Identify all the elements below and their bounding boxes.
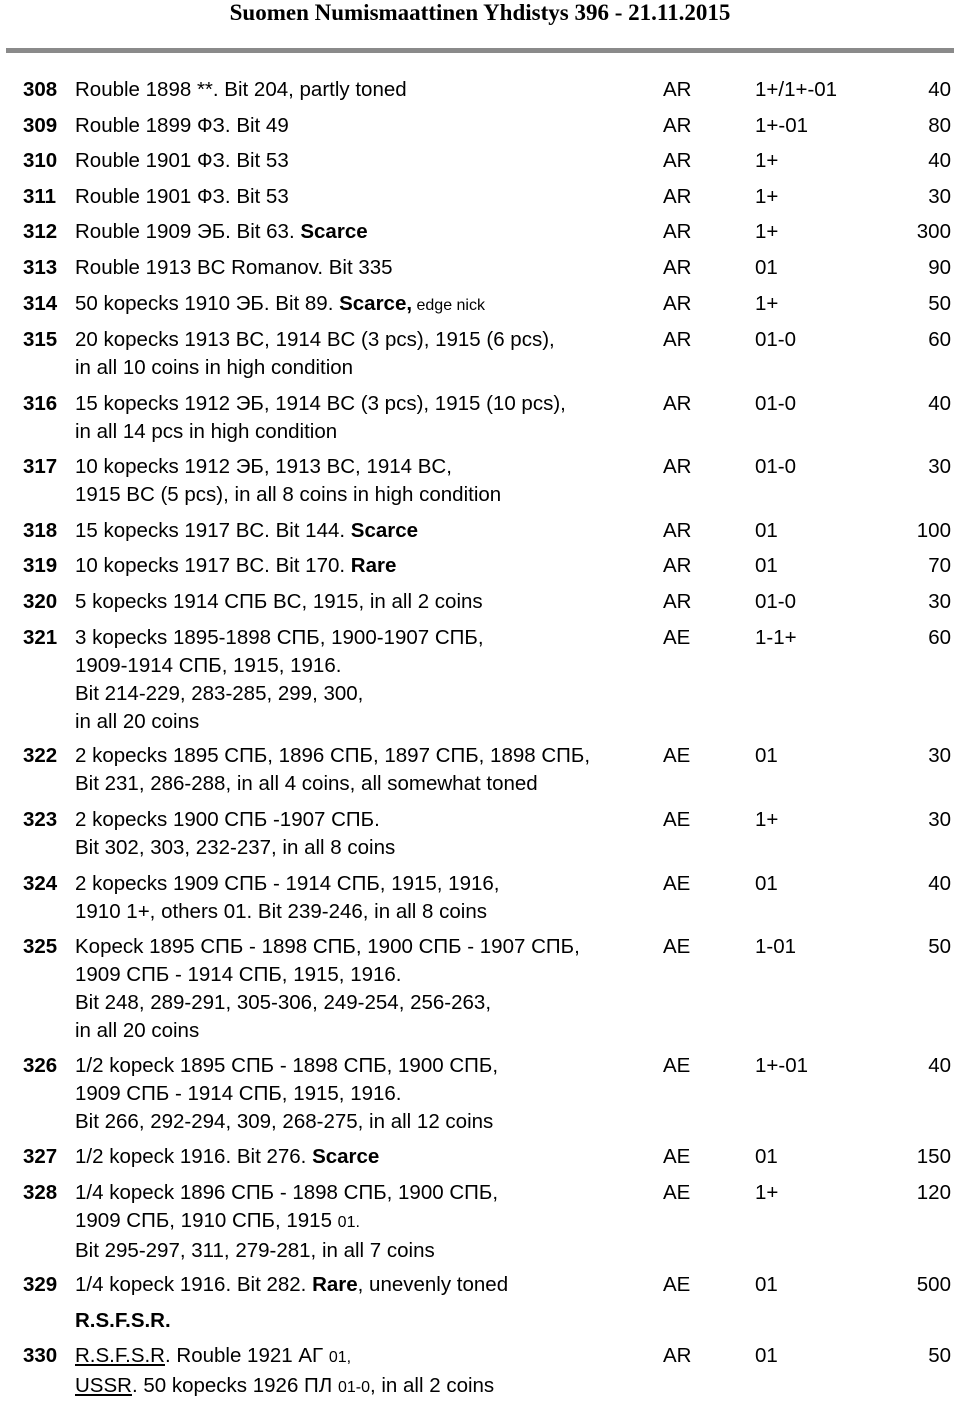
lot-metal: AR (663, 256, 692, 279)
description-text: 1/2 kopeck 1916. Bit 276. (75, 1145, 313, 1168)
description-line (75, 183, 655, 211)
lot-price: 30 (928, 808, 951, 831)
lot-number: 318 (23, 519, 58, 542)
description-text: 1909 СПБ - 1914 СПБ, 1915, 1916. (75, 1082, 402, 1105)
lot-condition: 01-0 (755, 455, 797, 478)
lot-number: 311 (23, 185, 57, 208)
lot-condition: 01-0 (755, 328, 797, 351)
lot-description (75, 1143, 655, 1171)
lot-description (75, 453, 655, 509)
lot-number: 310 (23, 149, 58, 172)
description-line (75, 1342, 655, 1372)
lot-price: 300 (916, 220, 951, 243)
lot-metal: AR (663, 78, 692, 101)
description-line (75, 961, 655, 989)
lot-description (75, 870, 655, 926)
description-line (75, 652, 655, 680)
description-line (75, 989, 655, 1017)
lot-price: 50 (928, 1344, 951, 1367)
lot-metal: AE (663, 626, 691, 649)
description-line (75, 418, 655, 446)
description-text: 1/2 kopeck 1895 СПБ - 1898 СПБ, 1900 СПБ, (75, 1054, 499, 1077)
lot-number: 328 (23, 1181, 58, 1204)
lot-condition: 1+ (755, 149, 779, 172)
description-line (75, 1080, 655, 1108)
description-text: . 50 kopecks 1926 ПЛ (131, 1374, 338, 1397)
description-line (75, 770, 655, 798)
lot-number: 321 (23, 626, 58, 649)
description-line (75, 354, 655, 382)
description-line (75, 147, 655, 175)
description-text: 10 kopecks 1917 BC. Bit 170. (75, 554, 351, 577)
lot-description (75, 1342, 655, 1402)
description-text: 1909-1914 СПБ, 1915, 1916. (75, 654, 342, 677)
description-text: in all 20 coins (75, 1019, 200, 1042)
description-line (75, 806, 655, 834)
lot-metal: AR (663, 519, 692, 542)
description-line (75, 481, 655, 509)
lot-price: 40 (928, 149, 951, 172)
description-line (75, 326, 655, 354)
lot-condition: 01-0 (755, 392, 797, 415)
lot-price: 40 (928, 78, 951, 101)
country-label: USSR (75, 1374, 132, 1397)
lot-number: 315 (23, 328, 58, 351)
country-label: R.S.F.S.R (75, 1344, 165, 1367)
lot-description (75, 147, 655, 175)
description-line (75, 112, 655, 140)
lot-price: 30 (928, 455, 951, 478)
description-text: Rouble 1913 BC Romanov. Bit 335 (75, 256, 393, 279)
lot-number: 317 (23, 455, 58, 478)
lot-metal: AR (663, 114, 692, 137)
description-text: Bit 302, 303, 232-237, in all 8 coins (75, 836, 396, 859)
lot-price: 100 (916, 519, 951, 542)
description-line (75, 1017, 655, 1045)
lot-price: 150 (916, 1145, 951, 1168)
description-text: Rouble 1909 ЭБ. Bit 63. (75, 220, 301, 243)
lot-number: 324 (23, 872, 58, 895)
lot-description (75, 1271, 655, 1299)
lot-condition: 1+-01 (755, 114, 809, 137)
description-text: 01. (337, 1214, 360, 1231)
lot-metal: AR (663, 328, 692, 351)
description-text: 2 kopecks 1909 СПБ - 1914 СПБ, 1915, 1916, (75, 872, 500, 895)
lot-condition: 01 (755, 744, 778, 767)
description-text: in all 10 coins in high condition (75, 356, 354, 379)
description-line (75, 1143, 655, 1171)
section-heading: R.S.F.S.R. (75, 1309, 171, 1332)
description-text: Rouble 1899 ФЗ. Bit 49 (75, 114, 289, 137)
description-line (75, 254, 655, 282)
description-line (75, 453, 655, 481)
description-line (75, 680, 655, 708)
emphasis-text: Rare (312, 1273, 358, 1296)
lot-description (75, 390, 655, 446)
lot-condition: 1+/1+-01 (755, 78, 838, 101)
lot-price: 40 (928, 872, 951, 895)
lot-number: 326 (23, 1054, 58, 1077)
lot-description (75, 290, 655, 320)
lot-description (75, 742, 655, 798)
description-line (75, 1052, 655, 1080)
description-text: in all 20 coins (75, 710, 200, 733)
lot-condition: 1+ (755, 1181, 779, 1204)
lot-metal: AR (663, 1344, 692, 1367)
lot-number: 320 (23, 590, 58, 613)
description-text: 5 kopecks 1914 СПБ BC, 1915, in all 2 coins (75, 590, 483, 613)
lot-condition: 01 (755, 1273, 778, 1296)
lot-number: 322 (23, 744, 58, 767)
lot-price: 60 (928, 328, 951, 351)
description-line (75, 933, 655, 961)
description-line (75, 588, 655, 616)
description-text: 1909 СПБ, 1910 СПБ, 1915 (75, 1209, 338, 1232)
description-line (75, 290, 655, 320)
lot-metal: AE (663, 872, 691, 895)
lot-price: 90 (928, 256, 951, 279)
lot-number: 309 (23, 114, 58, 137)
description-text: Bit 266, 292-294, 309, 268-275, in all 12 coins (75, 1110, 494, 1133)
description-text: 10 kopecks 1912 ЭБ, 1913 BC, 1914 BC, (75, 455, 452, 478)
lot-description (75, 112, 655, 140)
lot-condition: 1+-01 (755, 1054, 809, 1077)
lot-description (75, 326, 655, 382)
lot-condition: 1+ (755, 220, 779, 243)
description-line (75, 76, 655, 104)
description-text: 20 kopecks 1913 BC, 1914 BC (3 pcs), 1915 (6 pcs), (75, 328, 555, 351)
lot-number: 316 (23, 392, 58, 415)
lot-description (75, 1052, 655, 1136)
lot-number: 330 (23, 1344, 58, 1367)
description-text: Rouble 1901 ФЗ. Bit 53 (75, 185, 289, 208)
description-text: 1909 СПБ - 1914 СПБ, 1915, 1916. (75, 963, 402, 986)
emphasis-text: Scarce (350, 519, 419, 542)
header-divider (6, 48, 954, 53)
description-line (75, 624, 655, 652)
lot-price: 120 (916, 1181, 951, 1204)
description-text: in all 14 pcs in high condition (75, 420, 338, 443)
emphasis-text: Scarce, (339, 292, 413, 315)
lot-price: 70 (928, 554, 951, 577)
description-text: 01-0 (337, 1379, 370, 1396)
description-text: Bit 248, 289-291, 305-306, 249-254, 256-263, (75, 991, 492, 1014)
description-line (75, 1237, 655, 1265)
description-line (75, 870, 655, 898)
lot-condition: 1+ (755, 292, 779, 315)
description-text: 3 kopecks 1895-1898 СПБ, 1900-1907 СПБ, (75, 626, 484, 649)
lot-metal: AE (663, 744, 691, 767)
description-line (75, 517, 655, 545)
lot-price: 40 (928, 392, 951, 415)
description-line (75, 1207, 655, 1237)
lot-description (75, 624, 655, 736)
lot-price: 40 (928, 1054, 951, 1077)
lot-metal: AR (663, 149, 692, 172)
description-text: 2 kopecks 1900 СПБ -1907 СПБ. (75, 808, 380, 831)
description-text: 2 kopecks 1895 СПБ, 1896 СПБ, 1897 СПБ, 1898 СПБ, (75, 744, 591, 767)
lot-condition: 01 (755, 519, 778, 542)
lot-condition: 01-0 (755, 590, 797, 613)
description-line (75, 898, 655, 926)
emphasis-text: Scarce (300, 220, 368, 243)
lot-number: 329 (23, 1273, 58, 1296)
description-text: Rouble 1901 ФЗ. Bit 53 (75, 149, 289, 172)
lot-price: 30 (928, 185, 951, 208)
lot-description (75, 552, 655, 580)
lot-condition: 01 (755, 554, 778, 577)
description-line (75, 1179, 655, 1207)
description-line (75, 1372, 655, 1402)
lot-metal: AE (663, 935, 691, 958)
lot-condition: 1+ (755, 185, 779, 208)
lot-number: 313 (23, 256, 58, 279)
lot-metal: AR (663, 392, 692, 415)
lot-metal: AR (663, 554, 692, 577)
emphasis-text: Rare (350, 554, 397, 577)
description-line (75, 834, 655, 862)
lot-metal: AE (663, 1181, 691, 1204)
lot-price: 80 (928, 114, 951, 137)
description-line (75, 390, 655, 418)
description-text: Bit 295-297, 311, 279-281, in all 7 coins (75, 1239, 435, 1262)
page-header (0, 0, 960, 40)
description-line (75, 1271, 655, 1299)
lot-number: 323 (23, 808, 58, 831)
description-text: 1/4 kopeck 1916. Bit 282. (75, 1273, 313, 1296)
lot-number: 312 (23, 220, 58, 243)
lot-metal: AR (663, 185, 692, 208)
description-text: 1915 BC (5 pcs), in all 8 coins in high condition (75, 483, 502, 506)
description-text: Rouble 1898 **. Bit 204, partly toned (75, 78, 407, 101)
description-text: 1910 1+, others 01. Bit 239-246, in all 8 coins (75, 900, 487, 923)
lot-description (75, 933, 655, 1045)
description-text: , in all 2 coins (369, 1374, 495, 1397)
lot-price: 50 (928, 292, 951, 315)
description-text: Bit 214-229, 283-285, 299, 300, (75, 682, 364, 705)
lot-description (75, 183, 655, 211)
header-title: Suomen Numismaattinen Yhdistys 396 - 21.11.2015 (229, 0, 731, 25)
description-text: Bit 231, 286-288, in all 4 coins, all somewhat toned (75, 772, 538, 795)
description-line (75, 1108, 655, 1136)
lot-description (75, 218, 655, 246)
lot-metal: AE (663, 1273, 691, 1296)
description-line (75, 218, 655, 246)
lot-condition: 01 (755, 256, 778, 279)
lot-condition: 1-01 (755, 935, 797, 958)
lot-description (75, 76, 655, 104)
lot-price: 500 (916, 1273, 951, 1296)
lot-metal: AR (663, 292, 692, 315)
description-text: Kopeck 1895 СПБ - 1898 СПБ, 1900 СПБ - 1907 СПБ, (75, 935, 580, 958)
description-text: , unevenly toned (357, 1273, 509, 1296)
lot-condition: 1-1+ (755, 626, 797, 649)
lot-metal: AR (663, 455, 692, 478)
lot-description (75, 588, 655, 616)
lot-price: 30 (928, 744, 951, 767)
description-text: 15 kopecks 1917 BC. Bit 144. (75, 519, 351, 542)
lot-number: 319 (23, 554, 58, 577)
description-text: 01, (328, 1349, 352, 1366)
lot-metal: AR (663, 590, 692, 613)
description-text: 15 kopecks 1912 ЭБ, 1914 BC (3 pcs), 1915 (10 pcs), (75, 392, 566, 415)
description-line (75, 708, 655, 736)
lot-metal: AE (663, 1054, 691, 1077)
description-text: edge nick (412, 297, 485, 314)
lot-price: 30 (928, 590, 951, 613)
lot-description (75, 806, 655, 862)
lot-number: 327 (23, 1145, 58, 1168)
lot-metal: AR (663, 220, 692, 243)
lot-number: 314 (23, 292, 58, 315)
description-line (75, 742, 655, 770)
description-text: 50 kopecks 1910 ЭБ. Bit 89. (75, 292, 340, 315)
lot-number: 325 (23, 935, 58, 958)
description-text: . Rouble 1921 АГ (165, 1344, 329, 1367)
lot-price: 60 (928, 626, 951, 649)
description-line (75, 552, 655, 580)
lot-description (75, 1179, 655, 1265)
lot-description (75, 517, 655, 545)
lot-condition: 01 (755, 872, 778, 895)
description-text: 1/4 kopeck 1896 СПБ - 1898 СПБ, 1900 СПБ, (75, 1181, 499, 1204)
lot-condition: 01 (755, 1344, 778, 1367)
lot-metal: AE (663, 1145, 691, 1168)
lot-number: 308 (23, 78, 58, 101)
lot-metal: AE (663, 808, 691, 831)
emphasis-text: Scarce (312, 1145, 380, 1168)
lot-description (75, 254, 655, 282)
lot-condition: 01 (755, 1145, 778, 1168)
lot-condition: 1+ (755, 808, 779, 831)
lot-price: 50 (928, 935, 951, 958)
